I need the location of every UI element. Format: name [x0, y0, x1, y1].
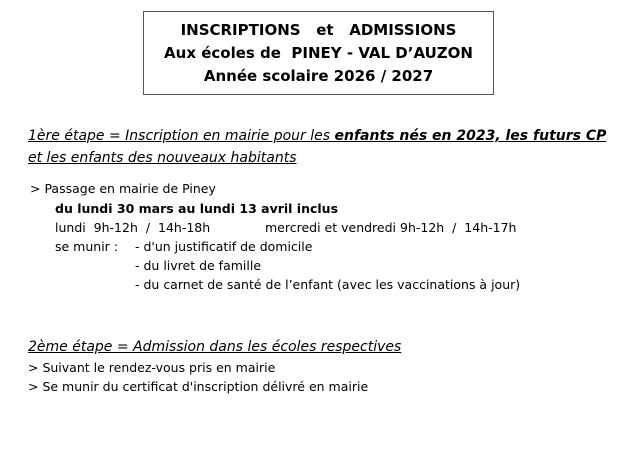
- step2-title: 2ème étape = Admission dans les écoles respectives: [28, 339, 402, 355]
- step1-highlight: enfants nés en 2023, les futurs CP: [334, 128, 607, 144]
- title-line-1: INSCRIPTIONS et ADMISSIONS: [180, 20, 457, 39]
- step1-line2: et les enfants des nouveaux habitants: [28, 150, 297, 166]
- title-box: [143, 11, 494, 95]
- title-line-3: Année scolaire 2026 / 2027: [203, 66, 434, 85]
- date-range: du lundi 30 mars au lundi 13 avril inclus: [55, 201, 339, 216]
- hours-monday: lundi 9h-12h / 14h-18h: [55, 220, 211, 235]
- bring-item-3: - du carnet de santé de l’enfant (avec les vaccinations à jour): [135, 277, 521, 292]
- bring-item-1: - d'un justificatif de domicile: [135, 239, 313, 254]
- title-line-2: Aux écoles de PINEY - VAL D’AUZON: [164, 43, 473, 62]
- step1-prefix: 1ère étape = Inscription en mairie pour les: [28, 128, 335, 144]
- bring-item-2: - du livret de famille: [135, 258, 262, 273]
- step2-line-1: > Suivant le rendez-vous pris en mairie: [28, 360, 276, 375]
- place-line: > Passage en mairie de Piney: [30, 181, 216, 196]
- step1-heading: [28, 128, 606, 144]
- step2-heading: [28, 339, 401, 355]
- step1-heading-line2: [28, 150, 297, 166]
- bring-label: se munir :: [55, 239, 118, 254]
- hours-wed-fri: mercredi et vendredi 9h-12h / 14h-17h: [265, 220, 517, 235]
- step2-line-2: > Se munir du certificat d'inscription délivré en mairie: [28, 379, 369, 394]
